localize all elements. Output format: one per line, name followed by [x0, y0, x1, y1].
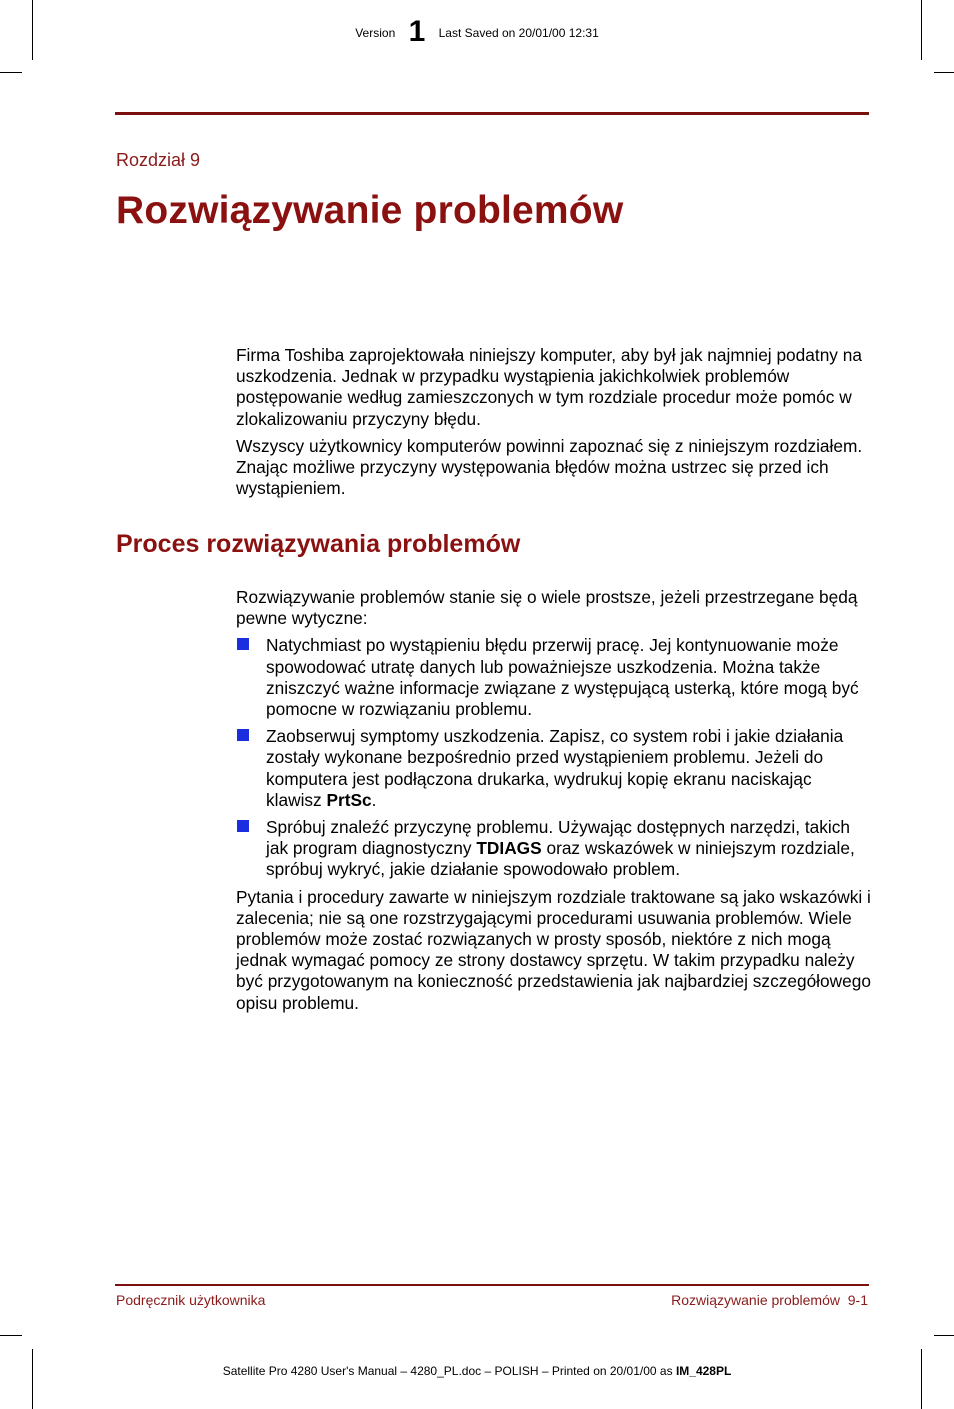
bullet-text-end: oraz wskazówek w niniejszym rozdziale, spróbuj wykryć, jakie działanie spowodowało problem.	[266, 838, 855, 880]
intro-paragraph-1: Firma Toshiba zaprojektowała niniejszy komputer, aby był jak najmniej podatny na uszkodzenia. Jednak w przypadku wystąpienia jakichkolwiek problemów postępowanie według zamieszczonych w tym rozdziale procedur może pomóc w zlokalizowaniu przyczyny błędu.	[236, 345, 862, 429]
list-item	[236, 726, 872, 811]
section-lead: Rozwiązywanie problemów stanie się o wiele prostsze, jeżeli przestrzegane będą pewne wytyczne:	[236, 587, 858, 629]
bullet-list	[236, 635, 872, 880]
chapter-label: Rozdział 9	[116, 150, 201, 170]
footer-manual-title: Podręcznik użytkownika	[116, 1292, 266, 1308]
list-item	[236, 817, 872, 881]
section-title: Proces rozwiązywania problemów	[116, 530, 521, 558]
version-number: 1	[408, 14, 426, 48]
bullet-text: Spróbuj znaleźć przyczynę problemu. Używając dostępnych narzędzi, takich jak program diagnostyczny	[266, 817, 851, 859]
intro-text	[236, 345, 872, 499]
version-label: Version	[355, 25, 396, 40]
crop-mark	[0, 72, 22, 73]
intro-paragraph-2: Wszyscy użytkownicy komputerów powinni zapoznać się z niniejszym rozdziałem. Znając możliwe przyczyny występowania błędów można ustrzec się przed ich wystąpieniem.	[236, 435, 863, 499]
last-saved: Last Saved on 20/01/00 12:31	[438, 25, 599, 40]
crop-mark	[921, 1349, 922, 1409]
crop-mark	[32, 1349, 33, 1409]
square-bullet-icon	[237, 729, 249, 741]
square-bullet-icon	[237, 638, 249, 650]
print-info-code: IM_428PL	[675, 1364, 732, 1378]
bullet-text: Natychmiast po wystąpieniu błędu przerwij pracę. Jej kontynuowanie może spowodować utratę danych lub poważniejsze uszkodzenia. Można także zniszczyć ważne informacje związane z występującą usterką, które mogą być pomocne w rozwiązaniu problemu.	[266, 635, 859, 720]
crop-mark	[0, 1335, 22, 1336]
crop-mark	[934, 1335, 954, 1336]
print-info-line	[0, 1364, 954, 1378]
footer-page-number: Rozwiązywanie problemów 9-1	[671, 1292, 868, 1308]
bottom-rule	[115, 1284, 869, 1286]
print-info-text: Satellite Pro 4280 User's Manual – 4280_PL.doc – POLISH – Printed on 20/01/00 as	[222, 1364, 676, 1378]
key-name: PrtSc	[326, 789, 372, 810]
top-rule	[115, 112, 869, 115]
closing-paragraph: Pytania i procedury zawarte w niniejszym rozdziale traktowane są jako wskazówki i zalecenia; nie są one rozstrzygającymi procedurami usuwania problemów. Wiele problemów może zostać rozwiązanych w prosty sposób, niektóre z nich mogą jednak wymagać pomocy ze strony dostawcy sprzętu. W takim przypadku należy być przygotowanym na konieczność przedstawienia jak najbardziej szczegółowego opisu problemu.	[236, 886, 871, 1013]
chapter-title: Rozwiązywanie problemów	[116, 189, 624, 232]
list-item	[236, 635, 872, 720]
crop-mark	[934, 72, 954, 73]
version-header	[0, 14, 954, 48]
bullet-text-end: .	[371, 789, 377, 810]
program-name: TDIAGS	[476, 838, 542, 859]
bullet-text: Zaobserwuj symptomy uszkodzenia. Zapisz, co system robi i jakie działania zostały wykonane bezpośrednio przed wystąpieniem problemu. Jeżeli do komputera jest podłączona drukarka, wydrukuj kopię ekranu naciskając klawisz	[266, 726, 844, 810]
section-body	[236, 587, 872, 1014]
square-bullet-icon	[237, 820, 249, 832]
